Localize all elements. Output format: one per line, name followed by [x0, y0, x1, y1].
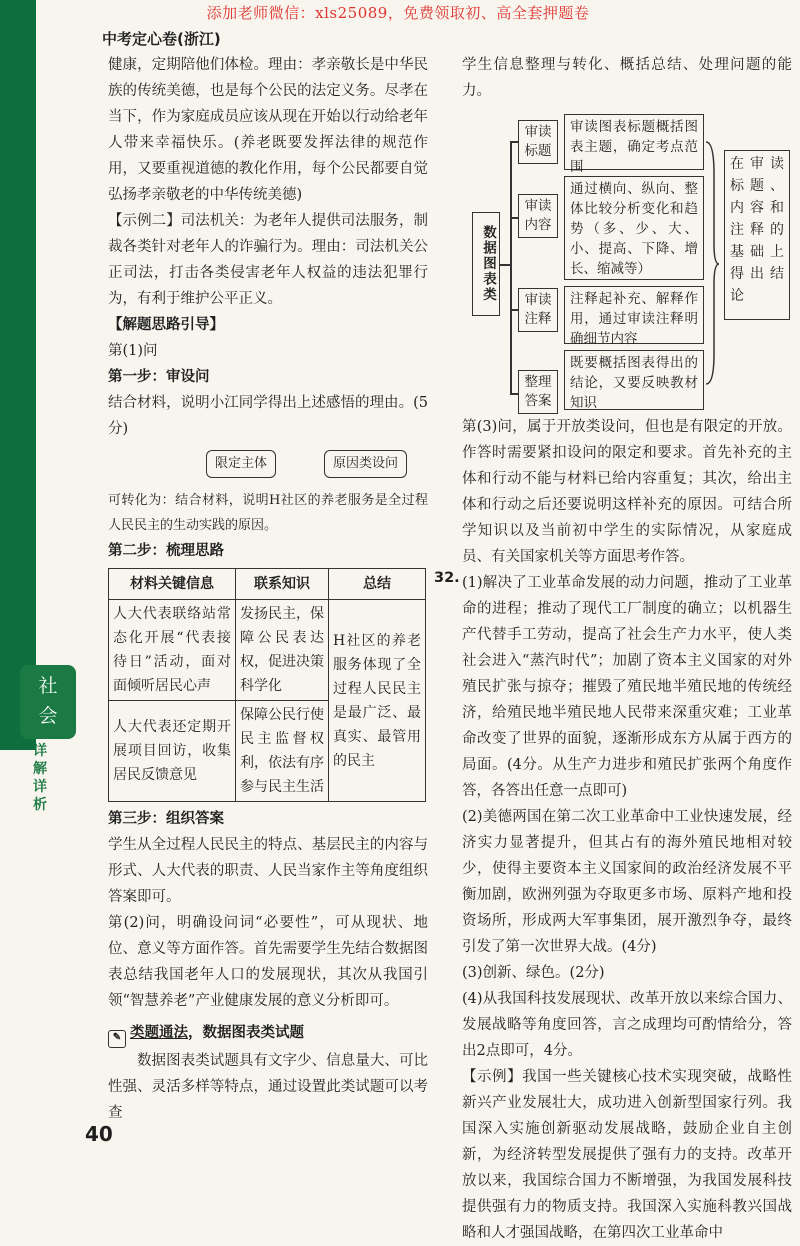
table-header: 联系知识 — [236, 569, 329, 600]
step1-title: 第一步：审设问 — [108, 368, 210, 385]
step3-title: 第三步：组织答案 — [108, 810, 224, 827]
bubbles — [108, 442, 428, 488]
convert-text: 可转化为：结合材料，说明H社区的养老服务是全过程人民民主的生动实践的原因。 — [108, 493, 428, 533]
connector — [510, 393, 518, 395]
left-color-bar — [0, 0, 36, 1175]
table-cell: 发扬民主，保障公民表达权，促进决策科学化 — [236, 600, 329, 701]
answer-32 — [434, 570, 792, 1246]
guide-title: 【解题思路引导】 — [108, 316, 224, 333]
note-icon: ✎ — [108, 1030, 126, 1048]
brace-icon — [704, 114, 720, 414]
subject-label-line1: 社 — [38, 675, 58, 697]
connector — [510, 141, 512, 393]
diagram-label: 审读内容 — [518, 194, 558, 238]
diagram-label: 审读注释 — [518, 288, 558, 332]
table-row — [109, 600, 426, 701]
side-sub-label — [30, 742, 50, 814]
q3-text: 第(3)问，属于开放类设问，但也是有限定的开放。作答时需要紧扣设问的限定和要求。首先补充的主体和行动不能与材料已给内容重复；其次，给出主体和行动之后还要说明这样补充的原因。可结合所学知识以及当前初中学生的实际情况，从家庭成员、有关国家机关等方面思考作答。 — [462, 419, 792, 565]
answer-4: (4)从我国科技发展现状、改革开放以来综合国力、发展战略等角度回答，言之成理均可酌情给分，答出2点即可，4分。 — [462, 991, 792, 1059]
diagram-label: 整理答案 — [518, 370, 558, 414]
connector — [510, 141, 518, 143]
tip-heading: ✎ 类题通法，数据图表类试题 — [108, 1020, 428, 1048]
tip-title: 数据图表类试题 — [202, 1024, 304, 1041]
q2-text: 第(2)问，明确设问词“必要性”，可从现状、地位、意义等方面作答。首先需要学生先结合数据图表总结我国老年人口的发展现状，其次从我国引领“智慧养老”产业健康发展的意义分析即可。 — [108, 915, 428, 1009]
method-diagram — [462, 114, 792, 414]
diagram-desc: 既要概括图表得出的结论，又要反映教材知识 — [564, 350, 704, 410]
bubble-question-type: 原因类设问 — [324, 450, 407, 478]
watermark: 添加老师微信：xls25089，免费领取初、高全套押题卷 — [206, 4, 590, 22]
step1-text: 结合材料，说明小江同学得出上述感悟的理由。(5分) — [108, 395, 428, 437]
step3-text: 学生从全过程人民民主的特点、基层民主的内容与形式、人大代表的职责、人民当家作主等角度组织答案即可。 — [108, 837, 428, 905]
bubble-subject: 限定主体 — [206, 450, 276, 478]
answer-3: (3)创新、绿色。(2分) — [462, 965, 605, 981]
connector — [510, 309, 518, 311]
diagram-root: 数据图表类 — [472, 212, 500, 316]
connector — [510, 217, 518, 219]
left-column — [108, 52, 428, 1126]
diagram-desc: 审读图表标题概括图表主题，确定考点范围 — [564, 114, 704, 170]
table-header: 总结 — [329, 569, 426, 600]
bar-top — [0, 0, 36, 618]
connector — [500, 264, 510, 266]
table-header-row — [109, 569, 426, 600]
answer-example: 【示例】我国一些关键核心技术实现突破，战略性新兴产业发展壮大，成功进入创新型国家行列。我国深入实施创新驱动发展战略，鼓励企业自主创新，为经济转型发展提供了强有力的支持。改革开放以来，我国综合国力不断增强，为我国发展科技提供强有力的物质支持。我国深入实施科教兴国战略和人才强国战略，在第四次工业革命中 — [462, 1069, 792, 1241]
left-para1: 健康，定期陪他们体检。理由：孝亲敬长是中华民族的传统美德，也是每个公民的法定义务。尽孝在当下，作为家庭成员应该从现在开始以行动给老年人带来幸福快乐。(养老既要发挥法律的规范作用，又要重视道德的教化作用，每个公民都要自觉弘扬孝亲敬老的中华传统美德) — [108, 57, 428, 203]
right-intro: 学生信息整理与转化、概括总结、处理问题的能力。 — [462, 57, 792, 99]
thinking-table — [108, 568, 426, 802]
side-sub-4: 析 — [33, 797, 47, 813]
right-column — [434, 52, 792, 1246]
answer-1: (1)解决了工业革命发展的动力问题，推动了工业革命的进程；推动了现代工厂制度的确立；以机器生产代替手工劳动，提高了社会生产力水平，使人类社会进入“蒸汽时代”；加剧了资本主义国家的对外殖民扩张与掠夺；摧毁了殖民地半殖民地的传统经济，给殖民地半殖民地人民带来深重灾难；工业革命改变了世界的面貌，逐渐形成东方从属于西方的局面。(4分。从生产力进步和殖民扩张两个角度作答，各答出任意一点即可) — [462, 575, 792, 799]
side-sub-1: 详 — [33, 743, 47, 759]
bar-gap — [8, 750, 28, 1180]
question-number: 32. — [434, 570, 460, 586]
table-cell: 保障公民行使民主监督权利，依法有序参与民主生活 — [236, 701, 329, 802]
table-cell: 人大代表还定期开展项目回访，收集居民反馈意见 — [109, 701, 236, 802]
side-sub-3: 详 — [33, 779, 47, 795]
diagram-label: 审读标题 — [518, 120, 558, 164]
table-cell-summary: H社区的养老服务体现了全过程人民民主是最广泛、最真实、最管用的民主 — [329, 600, 426, 802]
subject-label — [20, 665, 76, 739]
table-header: 材料关键信息 — [109, 569, 236, 600]
header-title: 中考定心卷(浙江) — [102, 30, 221, 48]
tip-label: 类题通法 — [130, 1024, 188, 1041]
diagram-result: 在审读标题、内容和注释的基础上得出结论 — [724, 150, 790, 320]
side-sub-2: 解 — [33, 761, 47, 777]
table-cell: 人大代表联络站常态化开展“代表接待日”活动，面对面倾听居民心声 — [109, 600, 236, 701]
tip-text: 数据图表类试题具有文字少、信息量大、可比性强、灵活多样等特点，通过设置此类试题可以考查 — [108, 1053, 428, 1121]
diagram-desc: 通过横向、纵向、整体比较分析变化和趋势（多、少、大、小、提高、下降、增长、缩减等） — [564, 176, 704, 280]
subject-label-line2: 会 — [38, 705, 58, 727]
page-number: 40 — [85, 1122, 113, 1146]
q1-label: 第(1)问 — [108, 343, 158, 359]
diagram-desc: 注释起补充、解释作用，通过审读注释明确细节内容 — [564, 286, 704, 344]
step2-title: 第二步：梳理思路 — [108, 542, 224, 559]
answer-2: (2)美德两国在第二次工业革命中工业快速发展，经济实力显著提升，但其占有的海外殖民地相对较少，使得主要资本主义国家间的政治经济发展不平衡加剧，欧洲列强为夺取更多市场、原料产地和投资场所，形成两大军事集团，展开激烈争夺，最终引发了第一次世界大战。(4分) — [462, 809, 792, 955]
left-para2: 【示例二】司法机关：为老年人提供司法服务，制裁各类针对老年人的诈骗行为。理由：司法机关公正司法，打击各类侵害老年人权益的违法犯罪行为，有利于维护公平正义。 — [108, 213, 428, 307]
